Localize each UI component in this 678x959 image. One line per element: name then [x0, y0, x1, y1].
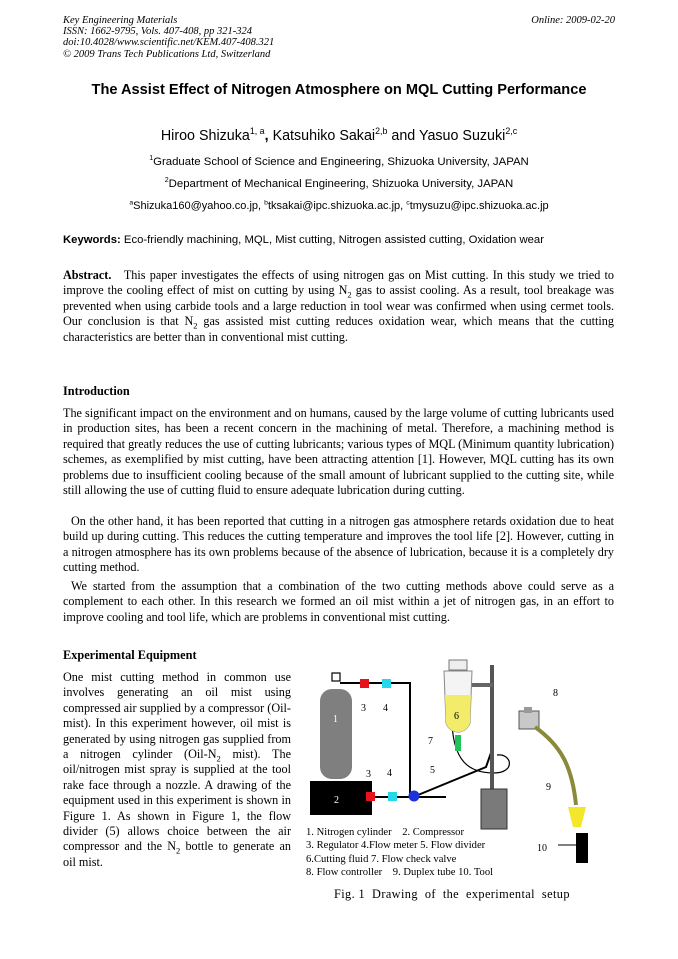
email-link[interactable]: tksakai@ipc.shizuoka.ac.jp,	[267, 200, 407, 212]
label-10: 10	[537, 843, 547, 854]
keywords	[63, 234, 623, 246]
nitrogen-cylinder	[320, 673, 352, 779]
keywords-label: Keywords:	[63, 234, 121, 246]
legend-line: 8. Flow controller 9. Duplex tube 10. Tool	[306, 866, 494, 878]
doi-line: doi:10.4028/www.scientific.net/KEM.407-408.321	[63, 37, 275, 49]
introduction-heading: Introduction	[63, 384, 130, 398]
abstract-label: Abstract.	[63, 268, 112, 282]
legend-line: 6.Cutting fluid 7. Flow check valve	[306, 853, 457, 865]
label-5: 5	[430, 765, 435, 776]
figure-caption: Fig. 1 Drawing of the experimental setup	[334, 887, 570, 901]
label-3: 3	[366, 769, 371, 780]
compressor	[310, 781, 372, 815]
author-sup: 2,b	[375, 126, 388, 137]
author-list	[0, 128, 678, 144]
author-separator: and	[387, 128, 419, 144]
affiliation-2: $^2$Department of Mechanical Engineering, Shizuoka University, JAPAN	[164, 177, 514, 190]
label-1: 1	[333, 714, 338, 725]
online-date: Online: 2009-02-20	[531, 15, 615, 26]
flow-check-valve	[455, 735, 461, 751]
legend-line: 3. Regulator 4.Flow meter 5. Flow divider	[306, 840, 486, 852]
flow-meter	[388, 792, 397, 801]
label-8: 8	[553, 688, 558, 699]
author-sup: 2,c	[505, 126, 518, 137]
flow-divider	[409, 791, 420, 802]
equipment-paragraph: One mist cutting method in common use involves generating an oil mist using compressed air supplied by a compressor (Oil-mist). In this experiment however, oil mist is generated by using nitrogen gas supplied from a nitrogen cylinder ($Oil-N_2$ mist). The oil/nitrogen mist spray is supplied at the tool rake face through a nozzle. A drawing of the equipment used in this experiment is shown in Figure 1. As shown in Figure 1, the flow divider (5) allows choice between the air compressor and the $N_2$ bottle to generate an oil mist.	[63, 670, 292, 869]
journal-name: Key Engineering Materials	[63, 15, 178, 26]
equipment-heading: Experimental Equipment	[63, 648, 197, 662]
affiliation-1: $^1$Graduate School of Science and Engineering, Shizuoka University, JAPAN	[149, 155, 529, 168]
label-6: 6	[454, 711, 459, 722]
author-name: Yasuo Suzuki	[418, 128, 506, 144]
issn-line: ISSN: 1662-9795, Vols. 407-408, pp 321-324	[63, 26, 252, 38]
label-9: 9	[546, 782, 551, 793]
label-2: 2	[334, 795, 339, 806]
abstract: Abstract. This paper investigates the effects of using nitrogen gas on Mist cutting. In this study we tried to improve the cooling effect of mist on cutting by using $N_2$ gas to assist cooling. As a result, tool breakage was prevented when using carbide tools and a large reduction in tool wear was confirmed when using cermet tools. Our conclusion is that $N_2$ gas assisted mist cutting reduces oxidation wear, which means that the cutting characteristics are better than in conventional mist cutting.	[63, 268, 618, 344]
author-name: Hiroo Shizuka	[160, 128, 250, 144]
author-separator: ,	[264, 128, 273, 144]
email-link[interactable]: tmysuzu@ipc.shizuoka.ac.jp	[409, 200, 549, 212]
email-line: $^a$Shizuka160@yahoo.co.jp, $^b$tksakai@ipc.shizuoka.ac.jp, $^c$tmysuzu@ipc.shizuoka.ac.jp	[129, 199, 549, 212]
cutting-tool	[558, 833, 588, 863]
label-4: 4	[383, 703, 388, 714]
keywords-text: Eco-friendly machining, MQL, Mist cutting, Nitrogen assisted cutting, Oxidation wear	[120, 234, 544, 246]
author-sup: 1, a	[249, 126, 265, 137]
author-name: Katsuhiko Sakai	[272, 128, 376, 144]
regulator	[360, 679, 369, 688]
intro-paragraph: On the other hand, it has been reported that cutting in a nitrogen gas atmosphere retards oxidation due to heat build up during cutting. This reduces the cutting temperature and improves the tool life [2]. However, cutting in a nitrogen atmosphere has its own problems because of the absence of lubrication, because it is a completely dry cutting method.	[63, 514, 614, 575]
duplex-tube	[535, 727, 576, 805]
label-3: 3	[361, 703, 366, 714]
label-4: 4	[387, 768, 392, 779]
mist-spray	[568, 807, 586, 827]
label-7: 7	[428, 736, 433, 747]
paper-title: The Assist Effect of Nitrogen Atmosphere on MQL Cutting Performance	[91, 82, 587, 98]
copyright-line: © 2009 Trans Tech Publications Ltd, Switzerland	[63, 48, 271, 60]
legend-line: 1. Nitrogen cylinder 2. Compressor	[306, 827, 464, 838]
email-link[interactable]: Shizuka160@yahoo.co.jp,	[133, 200, 265, 212]
regulator	[366, 792, 375, 801]
flow-meter	[382, 679, 391, 688]
figure-legend	[306, 826, 493, 879]
intro-paragraph: We started from the assumption that a combination of the two cutting methods above could serve as a complement to each other. In this research we formed an oil mist within a jet of nitrogen gas, in an effort to improve cooling and tool life, which are problems in conventional mist cutting.	[63, 579, 614, 624]
journal-header	[63, 15, 274, 60]
intro-paragraph: The significant impact on the environment and on humans, caused by the large volume of cutting lubricants used in production sites, has been a recent concern in the machining of metal. Therefore, a machining method is required that greatly reduces the use of cutting lubricants; various types of MQL (Minimum quantity lubrication) schemes, as exemplified by mist cutting, have been attracting attention [1]. However, MQL cutting has its own problems due to insufficient cooling because of the small amount of lubricant supplied to the cutting site, while still allowing the use of cutting fluid to ensure adequate lubrication during cutting.	[63, 406, 614, 498]
